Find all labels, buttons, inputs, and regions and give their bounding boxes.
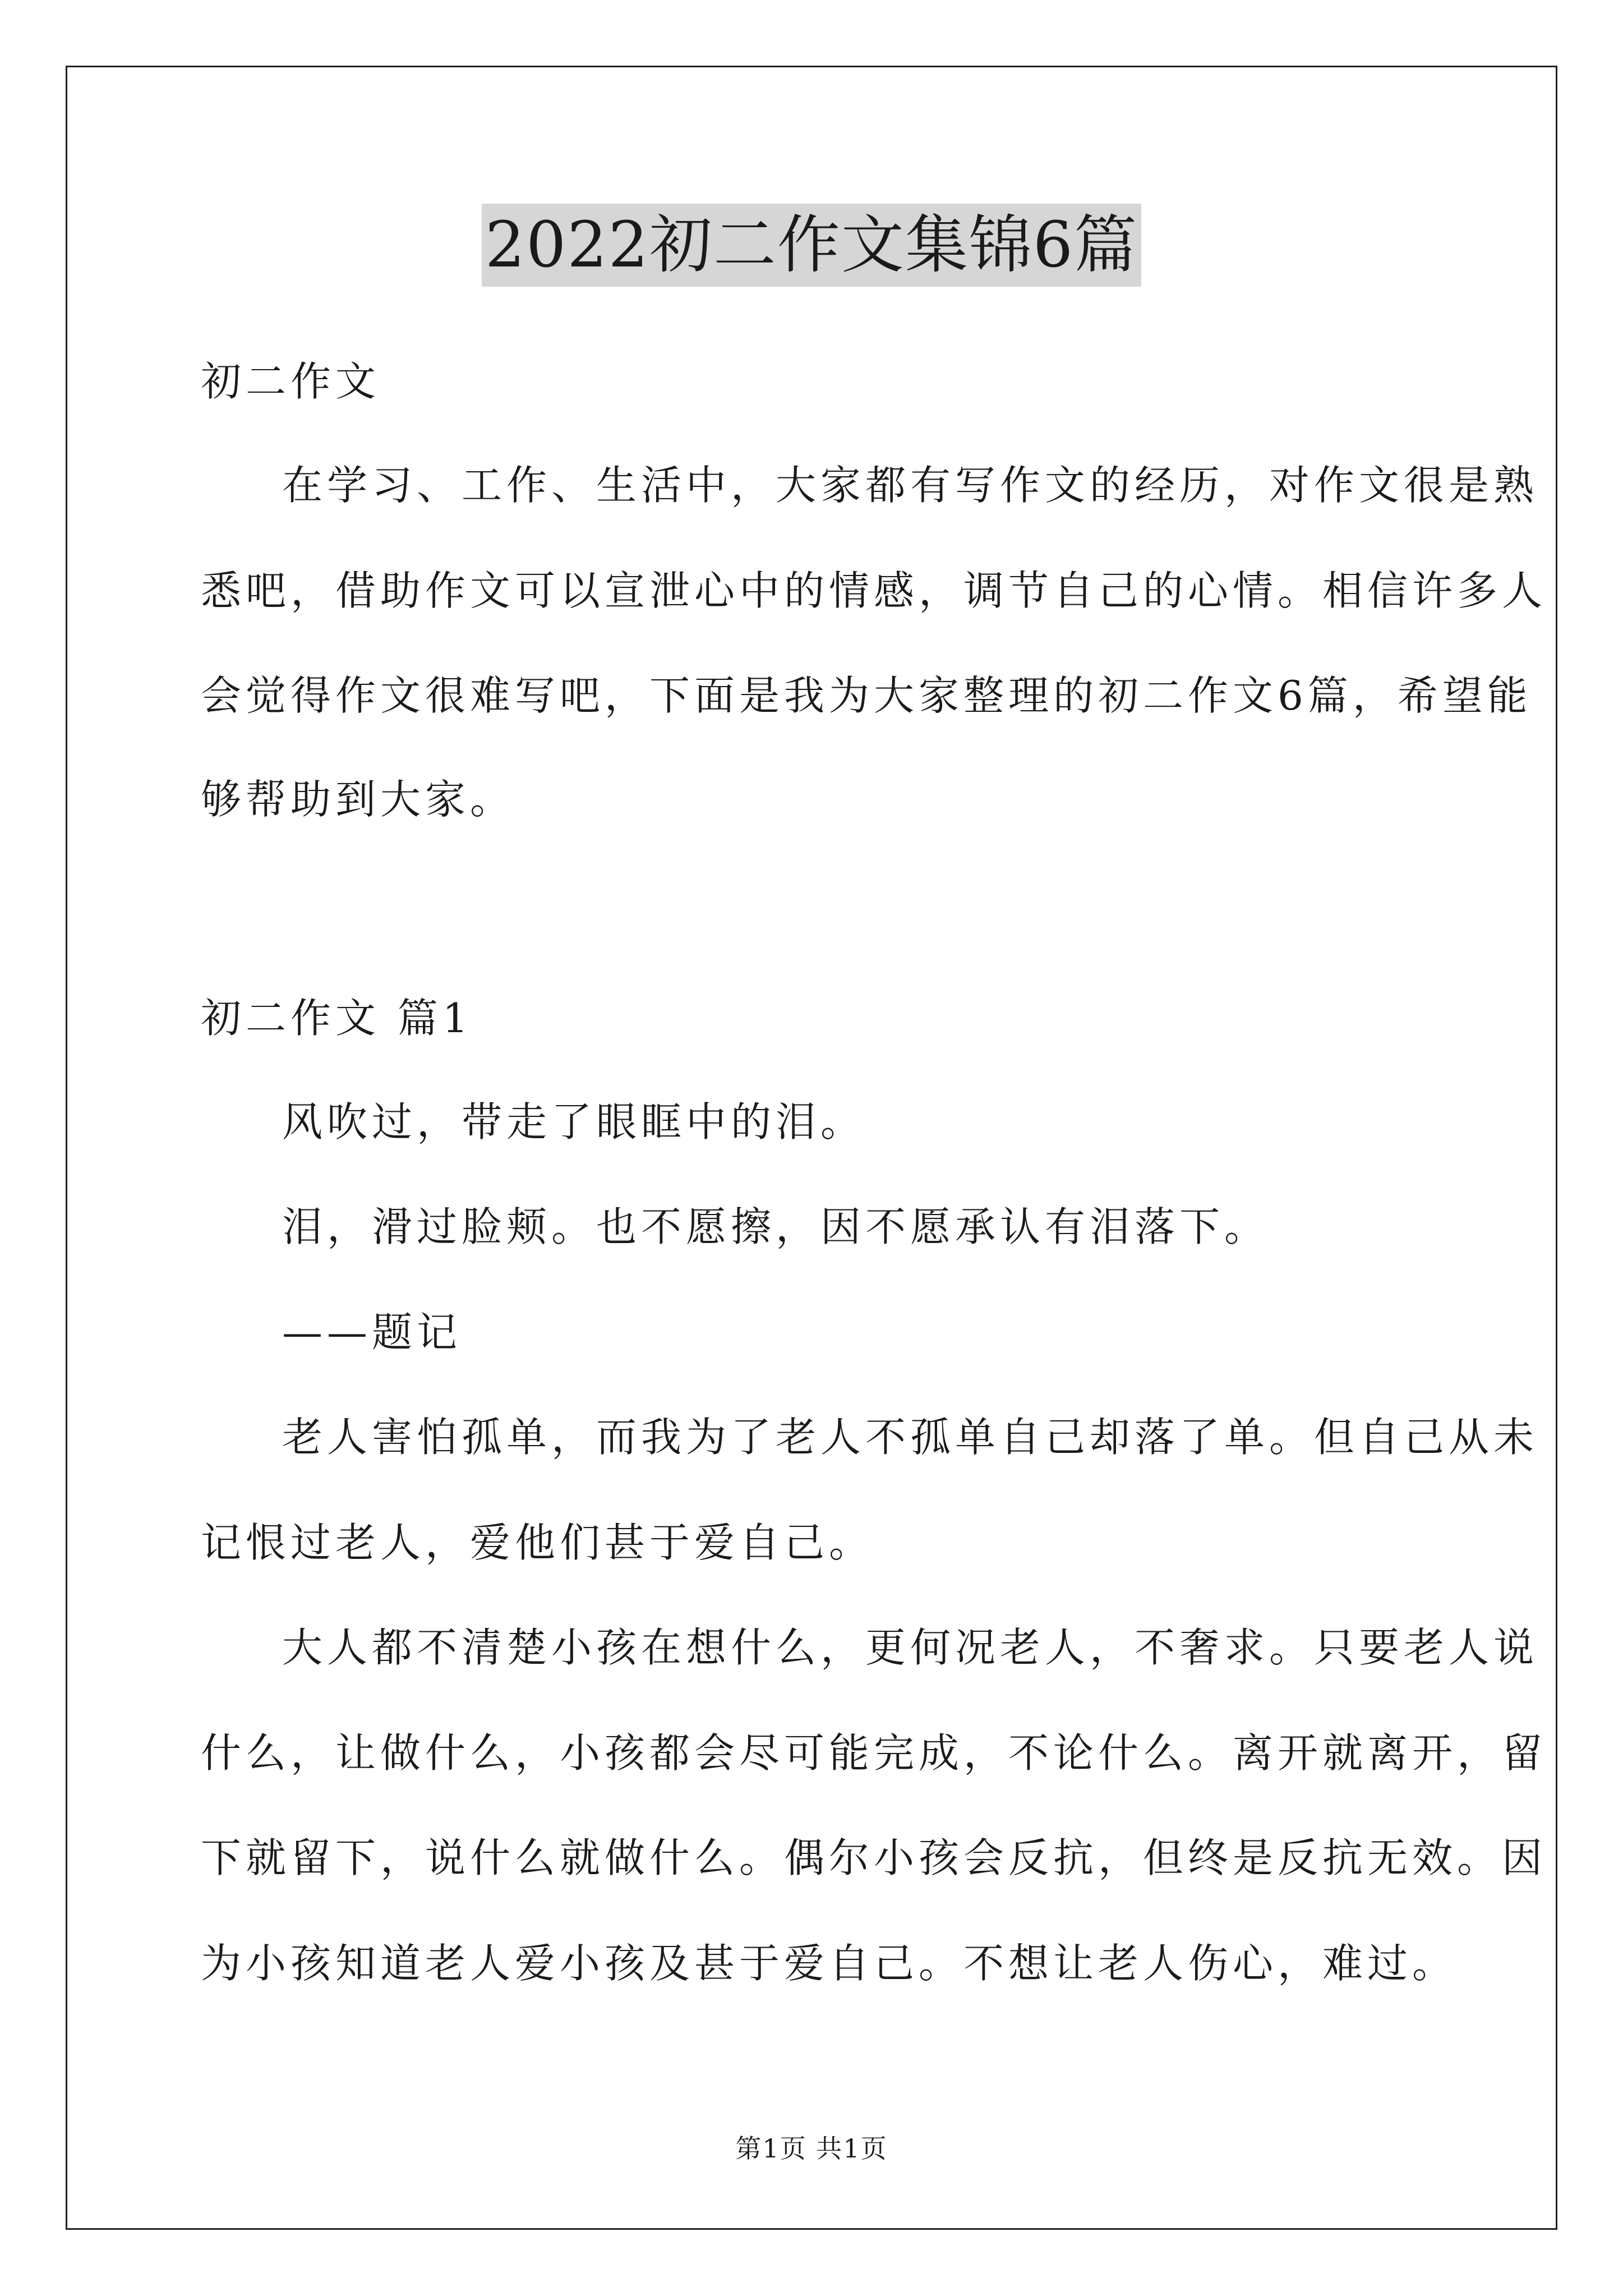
section-heading: 初二作文 (201, 358, 381, 405)
paragraph-line: 在学习、工作、生活中，大家都有写作文的经历，对作文很是熟 (282, 462, 1539, 509)
section-heading: 初二作文 篇1 (201, 995, 473, 1042)
paragraph-line: 下就留下，说什么就做什么。偶尔小孩会反抗，但终是反抗无效。因 (201, 1834, 1547, 1881)
epigraph-attribution: ——题记 (282, 1309, 462, 1356)
paragraph-line: 老人害怕孤单，而我为了老人不孤单自己却落了单。但自己从未 (282, 1414, 1539, 1461)
paragraph-line: 泪，滑过脸颊。也不愿擦，因不愿承认有泪落下。 (282, 1203, 1270, 1250)
paragraph-line: 够帮助到大家。 (201, 776, 515, 823)
paragraph-line: 风吹过，带走了眼眶中的泪。 (282, 1098, 866, 1145)
paragraph-line: 悉吧，借助作文可以宣泄心中的情感，调节自己的心情。相信许多人 (201, 567, 1547, 614)
paragraph-line: 为小孩知道老人爱小孩及甚于爱自己。不想让老人伤心，难过。 (201, 1940, 1458, 1987)
paragraph-line: 什么，让做什么，小孩都会尽可能完成，不论什么。离开就离开，留 (201, 1729, 1547, 1777)
paragraph-line: 大人都不清楚小孩在想什么，更何况老人，不奢求。只要老人说 (282, 1624, 1539, 1671)
title-container (0, 204, 1623, 287)
paragraph-line: 会觉得作文很难写吧，下面是我为大家整理的初二作文6篇，希望能 (201, 672, 1532, 719)
page-footer: 第1页 共1页 (735, 2133, 888, 2164)
paragraph-line: 记恨过老人，爱他们甚于爱自己。 (201, 1519, 874, 1566)
document-title: 2022初二作文集锦6篇 (482, 204, 1141, 287)
